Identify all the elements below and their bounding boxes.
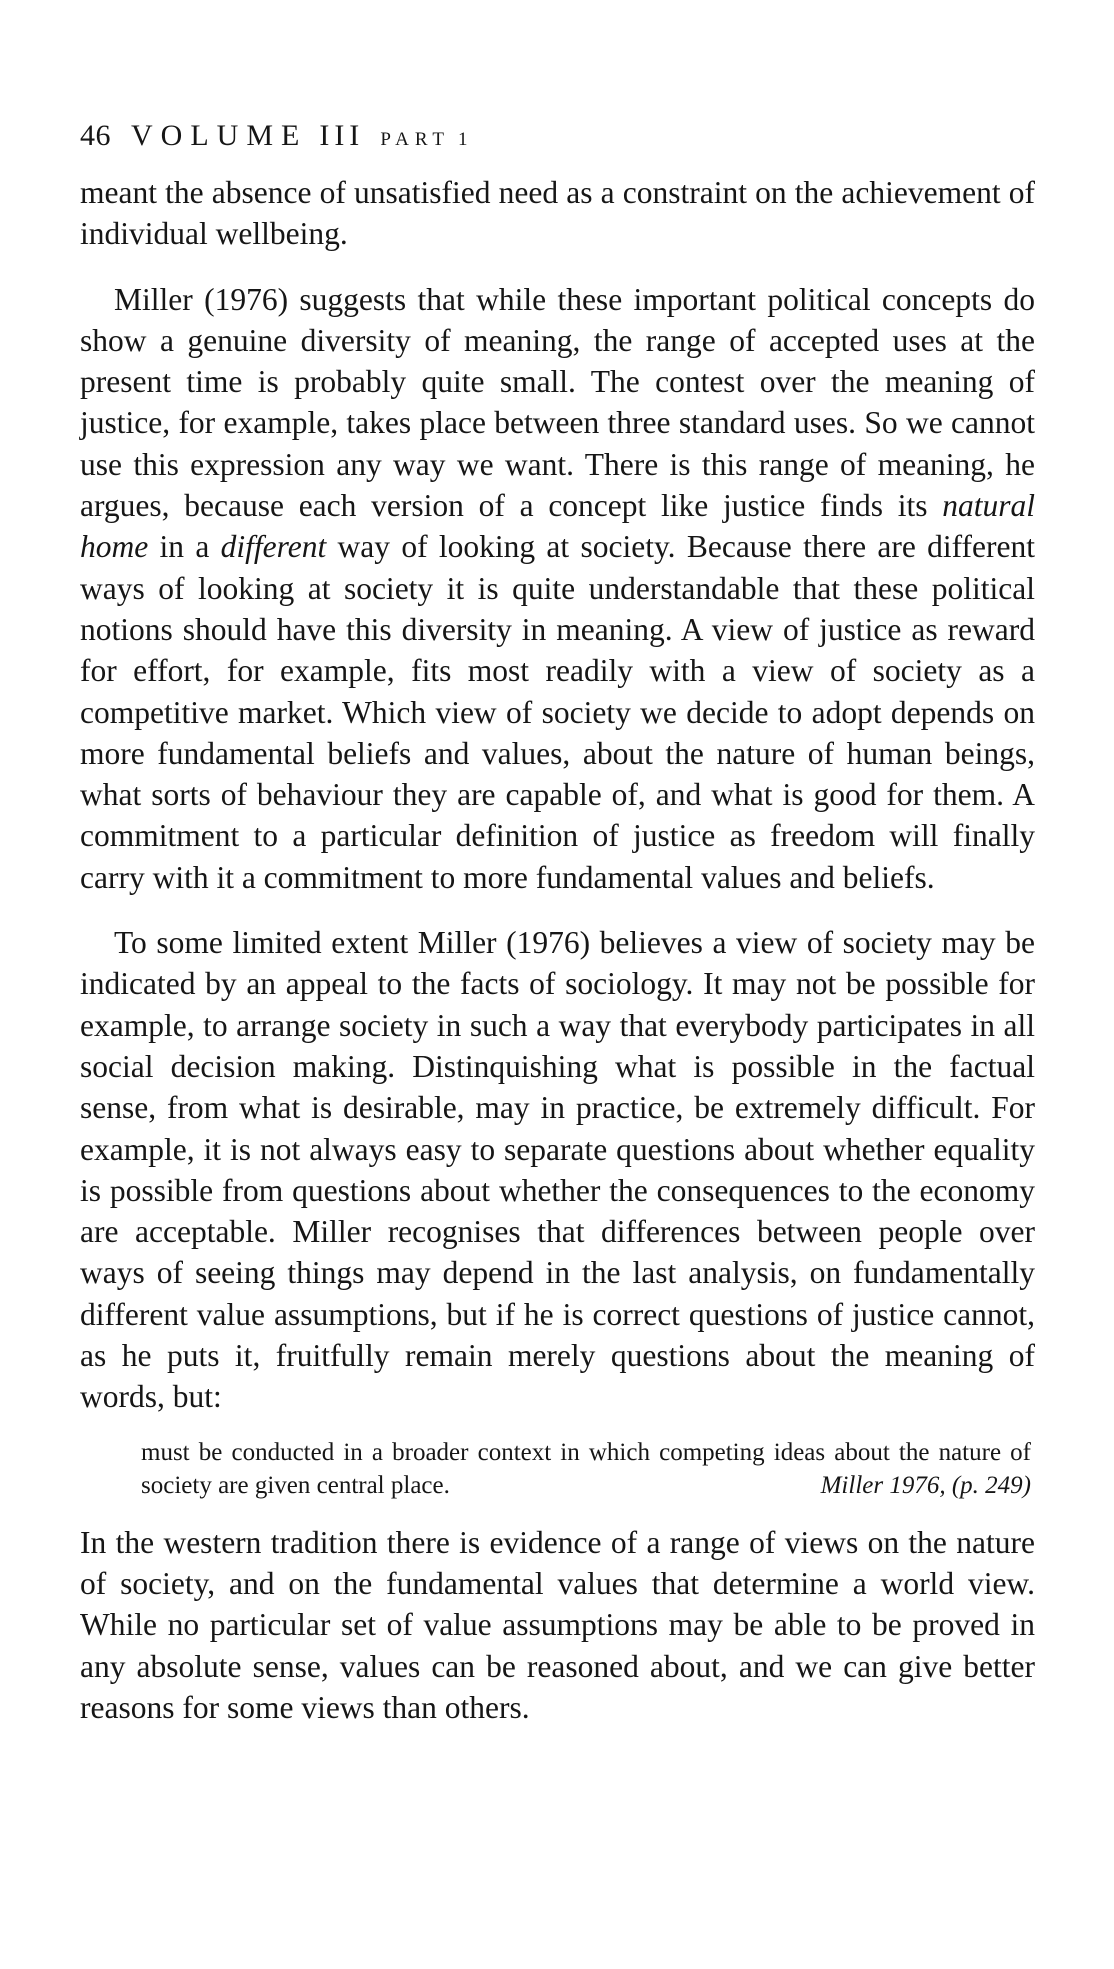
paragraph-miller-concepts: [80, 279, 1035, 898]
part-number: 1: [458, 129, 468, 150]
paragraph-text: Miller (1976) suggests that while these important political concepts do show a genuine diversity of meaning, the range of accepted uses at the present time is probably quite small. The contest over the meaning of justice, for example, takes place between three standard uses. So we cannot use this expression any way we want. There is this range of meaning, he argues, because each version of a concept like justice finds its: [80, 281, 1035, 524]
emphasis-different: different: [220, 529, 327, 565]
running-head: [80, 116, 1035, 160]
quote-citation: Miller 1976, (p. 249): [820, 1471, 1031, 1499]
volume-number: III: [319, 119, 365, 152]
paragraph-text: way of looking at society. Because there are different ways of looking at society it is quite understandable that these political notions should have this diversity in meaning. A view of justice as reward for effort, for example, fits most readily with a view of society as a competitive market. Which view of society we decide to adopt depends on more fundamental beliefs and values, about the nature of human beings, what sorts of behaviour they are capable of, and what is good for them. A commitment to a particular definition of justice as freedom will finally carry with it a commitment to more fundamental values and beliefs.: [80, 529, 1035, 895]
quote-text: must be conducted in a broader context in which competing ideas about the nature of society are given central place.: [141, 1438, 1031, 1499]
volume-label: VOLUME: [131, 119, 308, 152]
part-label: PART: [380, 129, 450, 150]
paragraph-western-tradition: In the western tradition there is evidence of a range of views on the nature of society, and on the fundamental values that determine a world view. While no particular set of value assumptions may be able to be proved in any absolute sense, values can be reasoned about, and we can give better reasons for some views than others.: [80, 1524, 1035, 1725]
paragraph-text: in a: [148, 529, 221, 565]
block-quote: [141, 1436, 1031, 1502]
paragraph-sociology: To some limited extent Miller (1976) believes a view of society may be indicated by an appeal to the facts of sociology. It may not be possible for example, to arrange society in such a way that everybody participates in all social decision making. Distinquishing what is possible in the factual sense, from what is desirable, may in practice, be extremely difficult. For example, it is not always easy to separate questions about whether equality is possible from questions about whether the consequences to the economy are acceptable. Miller recognises that differences between people over ways of seeing things may depend in the last analysis, on fundamentally different value assumptions, but if he is correct questions of justice cannot, as he puts it, fruitfully remain merely questions about the meaning of words, but:: [80, 925, 1035, 1415]
emphasis-natural-home: natural home: [80, 488, 1035, 565]
page-number: 46: [80, 119, 111, 152]
book-page: [80, 116, 1035, 1728]
paragraph-continuation: meant the absence of unsatisfied need as a constraint on the achievement of individual wellbeing.: [80, 175, 1035, 252]
